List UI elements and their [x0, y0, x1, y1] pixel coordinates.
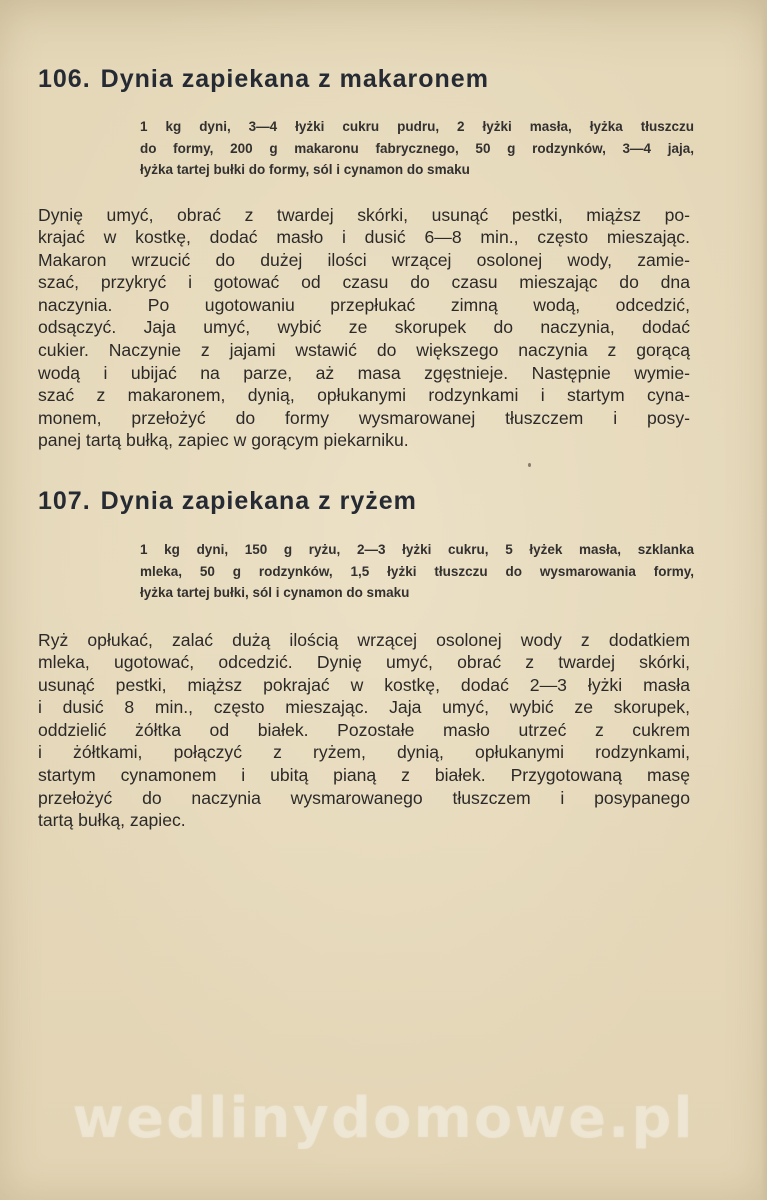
- instructions-line: monem, przełożyć do formy wysmarowanej tłuszczem i posy-: [38, 407, 690, 428]
- recipe-number: 107.: [38, 487, 91, 515]
- instructions-line: szać z makaronem, dynią, opłukanymi rodzynkami i startym cyna-: [38, 385, 690, 406]
- instructions-line: mleka, ugotować, odcedzić. Dynię umyć, obrać z twardej skórki,: [38, 652, 690, 673]
- instructions-line: cukier. Naczynie z jajami wstawić do większego naczynia z gorącą: [38, 340, 690, 361]
- recipe-number: 106.: [38, 65, 91, 93]
- instructions-line: Makaron wrzucić do dużej ilości wrzącej osolonej wody, zamie-: [38, 249, 690, 270]
- instructions-line: krajać w kostkę, dodać masło i dusić 6—8 min., często mieszając.: [38, 227, 690, 248]
- instructions-line: i dusić 8 min., często mieszając. Jaja umyć, wybić ze skorupek,: [38, 697, 690, 718]
- instructions-line: przełożyć do naczynia wysmarowanego tłuszczem i posypanego: [38, 787, 690, 808]
- page-edge: [761, 0, 767, 1200]
- instructions-line: startym cynamonem i ubitą pianą z białek. Przygotowaną masę: [38, 765, 690, 786]
- ingredients-line: do formy, 200 g makaronu fabrycznego, 50 g rodzynków, 3—4 jaja,: [140, 140, 694, 156]
- instructions-line: usunąć pestki, miąższ pokrajać w kostkę, dodać 2—3 łyżki masła: [38, 674, 690, 695]
- instructions-line: wodą i ubijać na parze, aż masa zgęstnieje. Następnie wymie-: [38, 362, 690, 383]
- instructions-line: szać, przykryć i gotować od czasu do czasu mieszając do dna: [38, 272, 690, 293]
- instructions-paragraph: [38, 629, 690, 832]
- instructions-line: odsączyć. Jaja umyć, wybić ze skorupek do naczynia, dodać: [38, 317, 690, 338]
- instructions-line: Ryż opłukać, zalać dużą ilością wrzącej osolonej wody z dodatkiem: [38, 629, 690, 650]
- watermark-text: wedlinydomowe.pl: [72, 1086, 695, 1151]
- instructions-line: naczynia. Po ugotowaniu przepłukać zimną wodą, odcedzić,: [38, 294, 690, 315]
- ingredients-list: [140, 116, 694, 181]
- recipe-title-text: Dynia zapiekana z ryżem: [100, 487, 417, 515]
- recipe-106: [38, 62, 698, 452]
- instructions-line: oddzielić żółtka od białek. Pozostałe masło utrzeć z cukrem: [38, 719, 690, 740]
- ingredients-line: łyżka tartej bułki, sól i cynamon do smaku: [140, 585, 410, 600]
- recipe-title: [38, 484, 698, 518]
- recipe-107: [38, 484, 698, 832]
- ingredients-list: [140, 539, 694, 604]
- ingredients-line: 1 kg dyni, 150 g ryżu, 2—3 łyżki cukru, 5 łyżek masła, szklanka: [140, 542, 694, 557]
- ingredients-line: 1 kg dyni, 3—4 łyżki cukru pudru, 2 łyżki masła, łyżka tłuszczu: [140, 119, 694, 134]
- instructions-line: i żółtkami, połączyć z ryżem, dynią, opłukanymi rodzynkami,: [38, 742, 690, 763]
- ingredients-line: mleka, 50 g rodzynków, 1,5 łyżki tłuszczu do wysmarowania formy,: [140, 563, 694, 579]
- instructions-line: panej tartą bułką, zapiec w gorącym piekarniku.: [38, 430, 409, 451]
- instructions-paragraph: [38, 204, 690, 453]
- recipe-title: [38, 62, 698, 96]
- instructions-line: Dynię umyć, obrać z twardej skórki, usunąć pestki, miąższ po-: [38, 204, 690, 225]
- instructions-line: tartą bułką, zapiec.: [38, 810, 186, 831]
- recipe-title-text: Dynia zapiekana z makaronem: [100, 65, 489, 93]
- ingredients-line: łyżka tartej bułki do formy, sól i cynamon do smaku: [140, 162, 470, 177]
- paper-speck: [528, 463, 531, 467]
